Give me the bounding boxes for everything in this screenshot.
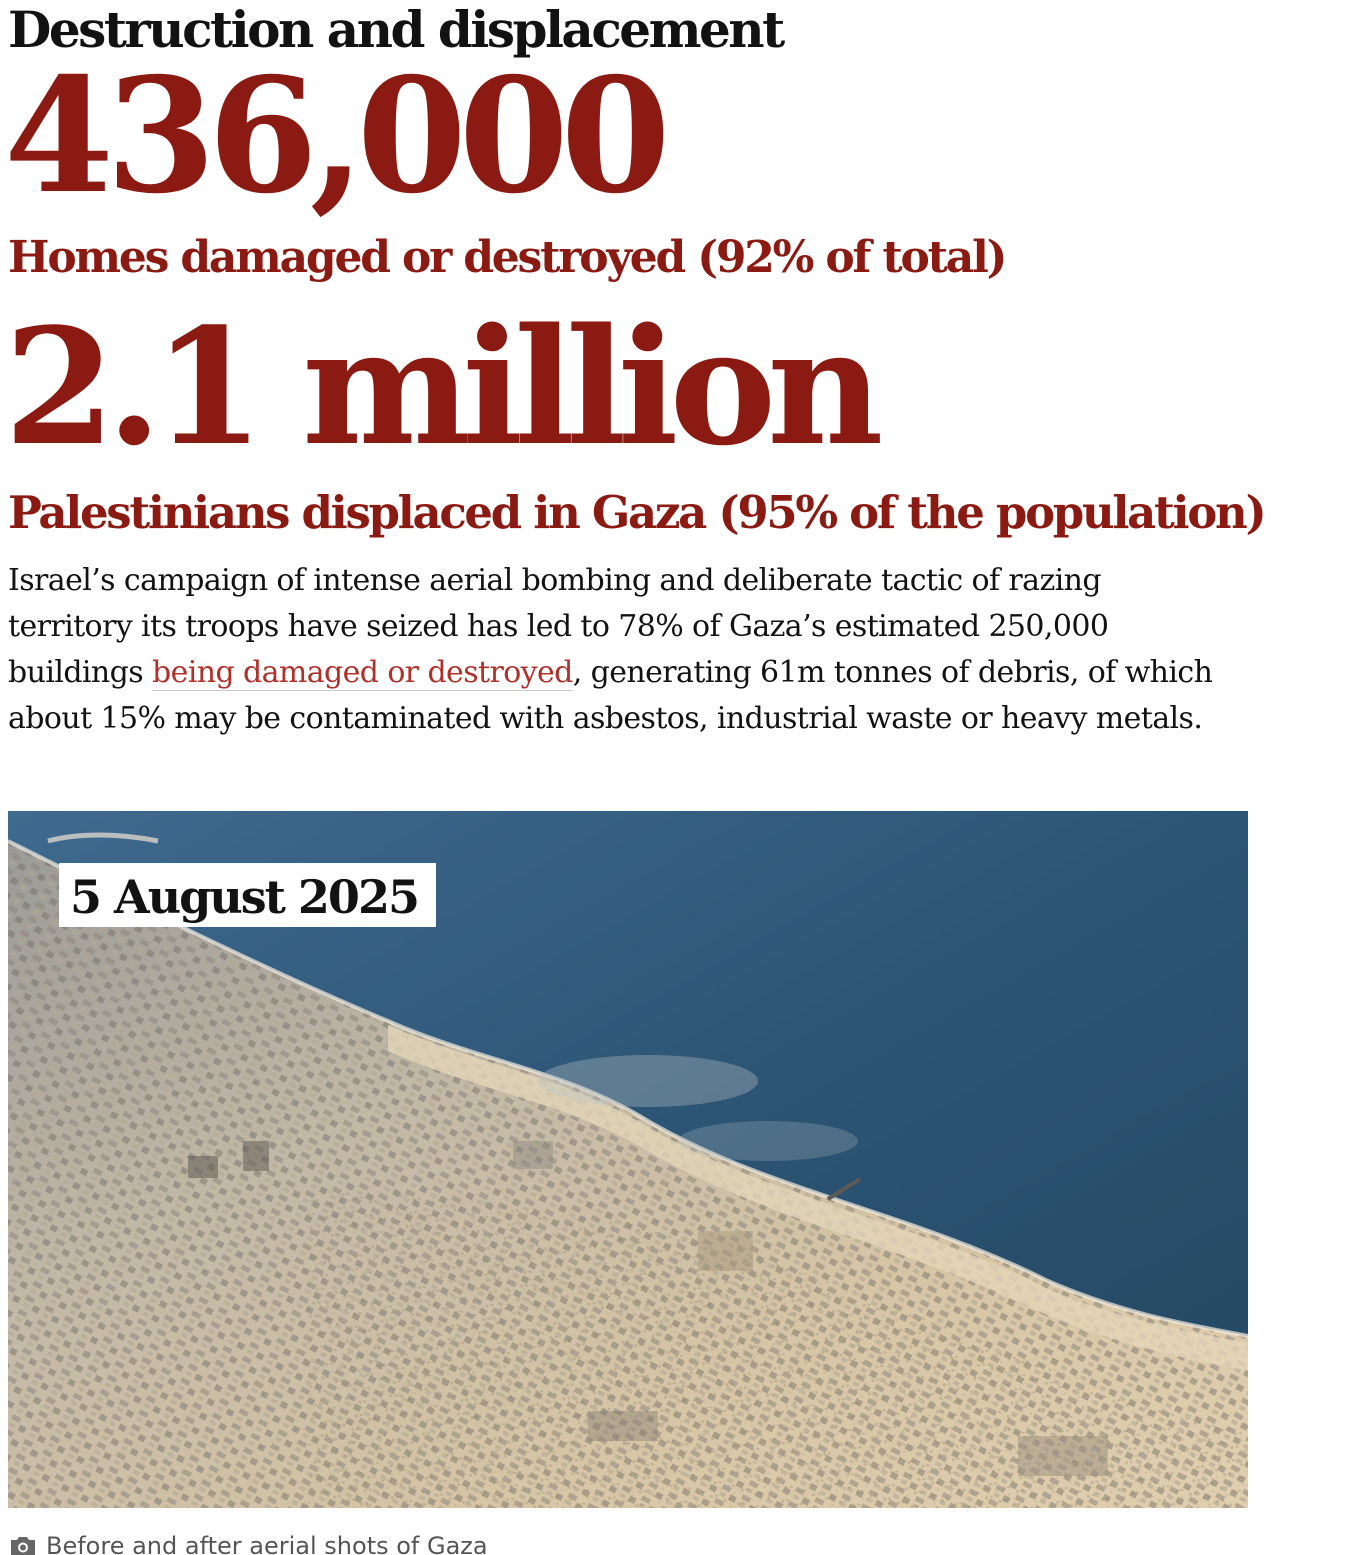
body-text-before-link: Israel’s campaign of intense aerial bombing and deliberate tactic of razing territory its troops have seized has led to 78% of Gaza’s estimated 250,000 buildings (8, 563, 1109, 690)
homes-damaged-number: 436,000 (4, 44, 663, 229)
body-paragraph (8, 558, 1228, 742)
damaged-destroyed-link[interactable]: being damaged or destroyed (151, 655, 573, 690)
photo-caption-text: Before and after aerial shots of Gaza (46, 1532, 488, 1555)
section-title: Destruction and displacement (8, 0, 783, 59)
homes-damaged-label: Homes damaged or destroyed (92% of total) (8, 232, 1006, 283)
displaced-number: 2.1 million (4, 293, 875, 481)
photo-date-label: 5 August 2025 (59, 863, 436, 927)
aerial-photo[interactable] (8, 811, 1248, 1508)
photo-caption (8, 1531, 488, 1555)
camera-icon (8, 1534, 38, 1555)
displaced-label: Palestinians displaced in Gaza (95% of the population) (8, 486, 1265, 539)
body-text-after-link: , generating 61m tonnes of debris, of which about 15% may be contaminated with asbestos, industrial waste or heavy metals. (8, 655, 1213, 736)
